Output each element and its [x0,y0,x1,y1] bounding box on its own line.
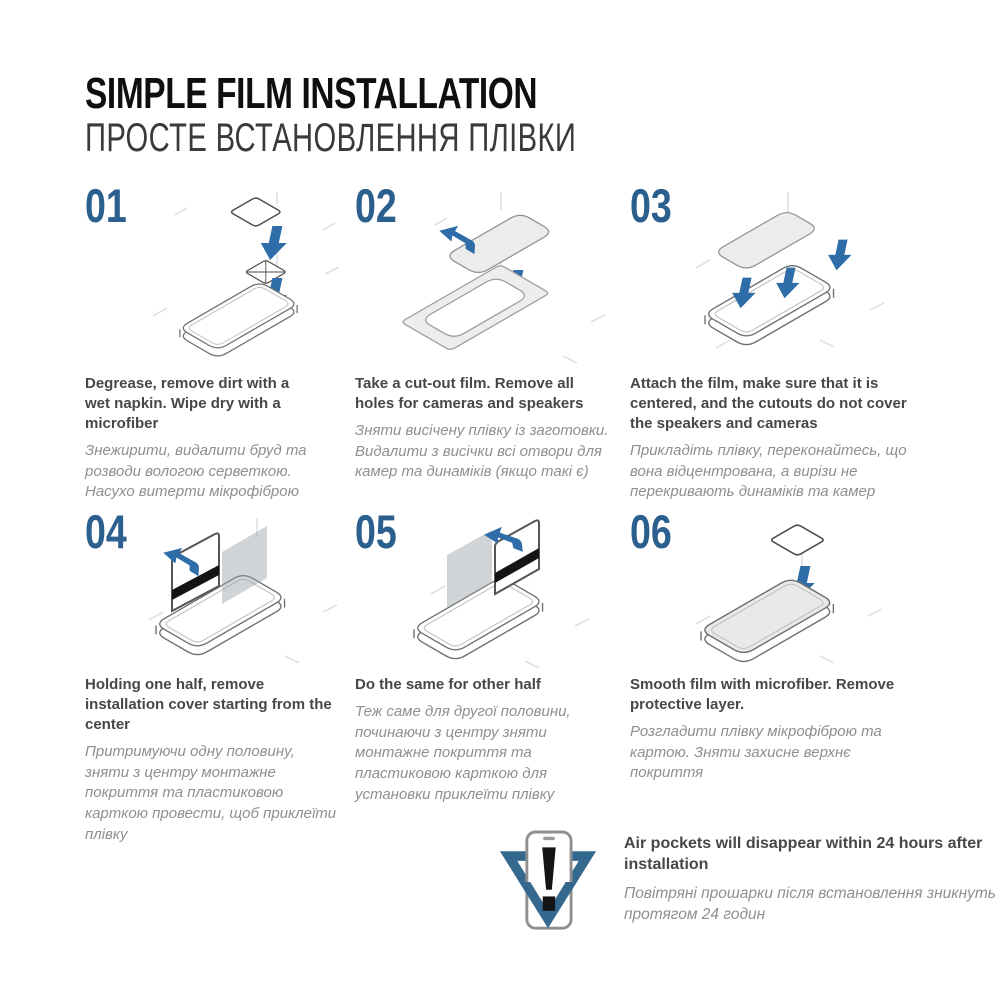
step-03 [630,179,920,501]
step-02 [355,179,630,481]
step-04-number: 04 [85,505,127,558]
step-05-illustration [385,516,615,676]
step-04-text-en: Holding one half, remove installation cover starting from the center [85,676,332,733]
step-01-text-ua: Знежирити, видалити бруд та розводи вологою серветкою. Насухо витерти мікрофіброю [85,441,307,501]
step-05 [355,505,630,803]
microfiber-napkin-icon [772,525,823,555]
phone-icon [705,266,834,345]
step-03-text-ua: Прикладіть плівку, переконайтесь, що вона відцентрована, а вирізи не перекривають динаміків та камер [630,441,907,501]
exclamation-dot [543,896,556,910]
step-06-illustration [670,516,900,676]
step-05-number: 05 [355,505,397,558]
down-arrow-icon [257,226,290,260]
air-pockets-note [498,826,996,938]
note-text-en: Air pockets will disappear within 24 hours after installation [624,835,983,873]
down-arrow-icon [825,240,855,271]
peeled-cover-icon [495,520,539,594]
phone-icon [414,580,543,659]
cutout-sheet-icon [403,266,547,349]
phone-with-film-icon [701,580,833,661]
step-05-text-en: Do the same for other half [355,676,541,693]
step-06-number: 06 [630,505,672,558]
napkin-icon [232,198,280,226]
note-text-ua: Повітряні прошарки після встановлення зникнуть протягом 24 годин [624,884,996,924]
step-01-text-en: Degrease, remove dirt with a wet napkin. Wipe dry with a microfiber [85,375,290,432]
step-04-illustration [127,516,357,676]
page-title: SIMPLE FILM INSTALLATION [85,69,538,118]
step-03-illustration [670,190,900,372]
step-01-illustration [127,190,357,372]
step-02-text-ua: Зняти висічену плівку із заготовки. Видалити з висічки всі отвори для камер та динаміків (якщо такі є) [355,421,609,481]
step-02-number: 02 [355,179,397,232]
step-03-number: 03 [630,179,672,232]
step-02-illustration [383,190,623,372]
film-icon [719,213,815,268]
step-04-text-ua: Притримуючи одну половину, зняти з центру монтажне покриття та пластиковою карткою провести, щоб приклеїти плівку [85,742,337,843]
step-01-number: 01 [85,179,127,232]
step-01 [85,179,355,501]
film-icon [450,215,549,272]
step-06-text-ua: Розгладити плівку мікрофіброю та картою. Зняти захисне верхнє покриття [630,722,882,782]
step-02-text-en: Take a cut-out film. Remove all holes for cameras and speakers [355,375,584,412]
step-03-text-en: Attach the film, make sure that it is centered, and the cutouts do not cover the speakers and cameras [630,375,907,432]
step-06-text-en: Smooth film with microfiber. Remove protective layer. [630,676,895,713]
page-header [85,69,758,160]
warning-icon [498,826,598,938]
page-subtitle: ПРОСТЕ ВСТАНОВЛЕННЯ ПЛІВКИ [85,116,577,160]
phone-speaker [543,837,555,840]
step-05-text-ua: Теж саме для другої половини, починаючи з центру зняти монтажне покриття та пластиковою карткою для установки приклеїти плівку [355,702,571,803]
phone-icon [180,284,297,356]
step-04 [85,505,355,843]
step-06 [630,505,920,782]
